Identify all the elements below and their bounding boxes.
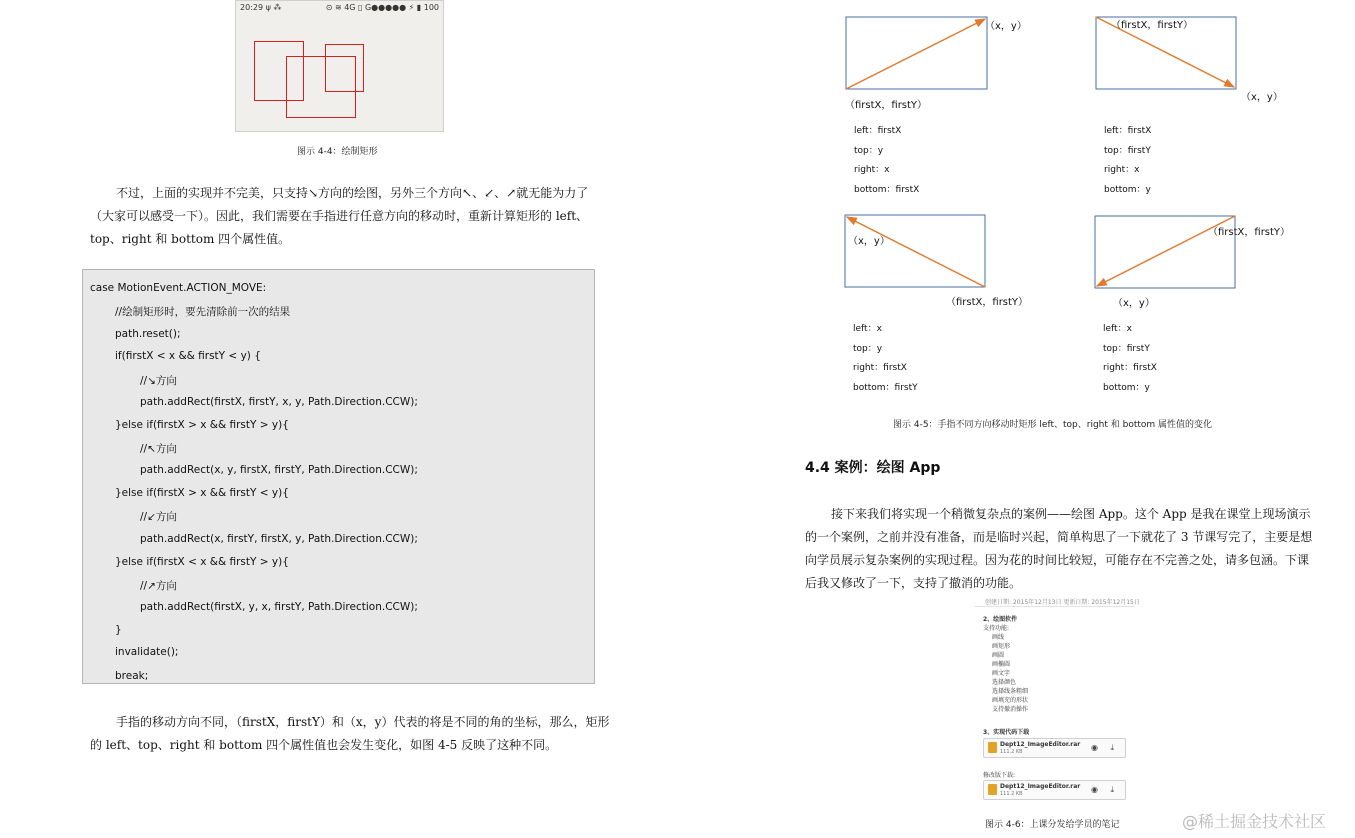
notes-feature: 画圆 <box>992 652 1005 659</box>
diagram-1-arrow <box>846 19 985 89</box>
diagram-1-right: right：x <box>854 165 890 175</box>
diagram-4-start-label: （firstX，firstY） <box>1208 227 1291 238</box>
diagram-3-end-label: （x，y） <box>848 236 890 247</box>
notes-feature: 画线 <box>992 634 1005 641</box>
notes-feature: 画文字 <box>992 670 1011 677</box>
paragraph-1-line-1: 不过，上面的实现并不完美，只支持↘方向的绘图，另外三个方向↖、↙、↗就无能为力了 <box>116 186 589 200</box>
archive-file-icon <box>988 742 997 753</box>
paragraph-3-line-1: 接下来我们将实现一个稍微复杂点的案例——绘图 App。这个 App 是我在课堂上现场演示 <box>831 507 1311 521</box>
notes-feature: 画椭圆 <box>992 661 1011 668</box>
code-line: } <box>115 624 122 636</box>
diagram-2-props <box>1104 122 1151 200</box>
file-1-name: Dept12_ImageEditor.rar <box>1000 741 1081 748</box>
paragraph-2-line-1: 手指的移动方向不同，（firstX，firstY）和（x，y）代表的将是不同的角的坐标，那么，矩形 <box>116 715 610 729</box>
notes-feature: 画矩形 <box>992 643 1011 650</box>
section-heading: 4.4 案例：绘图 App <box>805 460 941 476</box>
notes-item-3: 3、实现代码下载 <box>983 729 1030 736</box>
diagram-4-props <box>1103 320 1157 398</box>
code-line: //↖方向 <box>140 443 177 455</box>
notes-item-2: 2、绘图软件 <box>983 616 1018 623</box>
file-attachment-1[interactable] <box>983 738 1126 758</box>
paragraph-3-line-2: 的一个案例，之前并没有准备，而是临时兴起，简单构思了一下就花了 3 节课写完了，主要是想 <box>805 530 1313 544</box>
paragraph-2 <box>90 711 610 757</box>
diagram-2-right: right：x <box>1104 165 1140 175</box>
diagram-4-right: right：firstX <box>1103 363 1157 373</box>
diagram-3-left: left：x <box>853 324 882 334</box>
notes-feature: 选择线条粗细 <box>992 688 1029 695</box>
notes-feature: 支持撤消操作 <box>992 706 1029 713</box>
diagram-3-top: top：y <box>853 343 883 354</box>
diagram-1-top: top：y <box>854 145 884 156</box>
code-line: path.addRect(x, firstY, firstX, y, Path.Direction.CCW); <box>140 533 418 545</box>
file-1-size: 111.2 KB <box>1000 749 1023 755</box>
archive-file-icon <box>988 784 997 795</box>
phone-time: 20:29 ψ ⁂ <box>240 3 282 12</box>
code-line: }else if(firstX > x && firstY < y){ <box>115 487 289 499</box>
paragraph-3-line-3: 向学员展示复杂案例的实现过程。因为花的时间比较短，可能存在不完善之处，请多包涵。下课 <box>805 553 1310 567</box>
diagram-3-arrow <box>847 217 985 287</box>
code-line: //↘方向 <box>140 375 177 387</box>
file-attachment-2[interactable] <box>983 780 1126 800</box>
file-2-name: Dept12_ImageEditor.rar <box>1000 783 1081 790</box>
notes-feature: 选择颜色 <box>992 679 1017 686</box>
file-2-size: 111.2 KB <box>1000 791 1023 797</box>
preview-download-icons[interactable]: ◉ ⤓ <box>1090 785 1119 794</box>
code-line: invalidate(); <box>115 646 179 658</box>
code-line: //↙方向 <box>140 511 177 523</box>
code-line: path.reset(); <box>115 328 181 340</box>
diagram-2-start-label: （firstX，firstY） <box>1111 20 1194 31</box>
notes-feature: 画填充的形状 <box>992 697 1029 704</box>
watermark: @稀土掘金技术社区 <box>1182 812 1327 831</box>
diagram-3-props <box>853 320 918 398</box>
preview-download-icons[interactable]: ◉ ⤓ <box>1090 743 1119 752</box>
code-line: path.addRect(firstX, y, x, firstY, Path.Direction.CCW); <box>140 601 418 613</box>
notes-divider <box>975 606 1135 607</box>
diagram-2-bottom: bottom：y <box>1104 184 1151 195</box>
figure-4-6-caption: 图示 4-6：上课分发给学员的笔记 <box>985 820 1120 830</box>
code-line: //↗方向 <box>140 580 177 592</box>
notes-screenshot <box>975 592 1140 807</box>
diagram-2-left: left：firstX <box>1104 126 1152 136</box>
diagram-4-left: left：x <box>1103 324 1132 334</box>
diagram-1-start-label: （firstX，firstY） <box>845 100 928 111</box>
notes-features-title: 支持功能: <box>983 625 1010 632</box>
diagram-4-bottom: bottom：y <box>1103 382 1150 393</box>
diagram-2-top: top：firstY <box>1104 145 1151 156</box>
code-line: path.addRect(x, y, firstX, firstY, Path.Direction.CCW); <box>140 464 418 476</box>
notes-header: 创建日期: 2015年12月13日 更新日期: 2015年12月15日 <box>985 599 1140 606</box>
paragraph-1-line-2: （大家可以感受一下）。因此，我们需要在手指进行任意方向的移动时，重新计算矩形的 left、 <box>90 209 589 223</box>
code-line: }else if(firstX > x && firstY > y){ <box>115 419 289 431</box>
diagram-3-right: right：firstX <box>853 363 907 373</box>
code-line: //绘制矩形时，要先清除前一次的结果 <box>115 306 291 318</box>
code-line: }else if(firstX < x && firstY > y){ <box>115 556 289 568</box>
diagram-4-end-label: （x，y） <box>1113 298 1155 309</box>
diagram-2-end-label: （x，y） <box>1241 92 1283 103</box>
diagram-3-bottom: bottom：firstY <box>853 382 918 393</box>
code-line: case MotionEvent.ACTION_MOVE: <box>90 282 267 294</box>
paragraph-3 <box>805 503 1313 595</box>
diagram-1-bottom: bottom：firstX <box>854 184 920 195</box>
code-line: if(firstX < x && firstY < y) { <box>115 350 261 362</box>
code-line: break; <box>115 670 149 682</box>
diagram-1-props <box>854 122 919 200</box>
code-line: path.addRect(firstX, firstY, x, y, Path.Direction.CCW); <box>140 396 418 408</box>
figure-4-5-caption: 图示 4-5：手指不同方向移动时矩形 left、top、right 和 bottom 属性值的变化 <box>893 420 1213 430</box>
paragraph-1-line-3: top、right 和 bottom 四个属性值。 <box>90 232 291 246</box>
diagram-3-start-label: （firstX，firstY） <box>946 297 1029 308</box>
notes-modified-label: 修改版下载: <box>983 772 1016 779</box>
diagram-4-top: top：firstY <box>1103 343 1150 354</box>
paragraph-3-line-4: 后我又修改了一下，支持了撤消的功能。 <box>805 576 1022 590</box>
paragraph-2-line-2: 的 left、top、right 和 bottom 四个属性值也会发生变化，如图 4-5 反映了这种不同。 <box>90 738 558 752</box>
phone-status-icons: ⊙ ≋ 4G ▯ G●●●●● ⚡ ▮ 100 <box>325 3 439 12</box>
diagram-1-left: left：firstX <box>854 126 902 136</box>
figure-4-4-caption: 图示 4-4：绘制矩形 <box>297 147 378 157</box>
diagram-1-end-label: （x，y） <box>985 21 1027 32</box>
